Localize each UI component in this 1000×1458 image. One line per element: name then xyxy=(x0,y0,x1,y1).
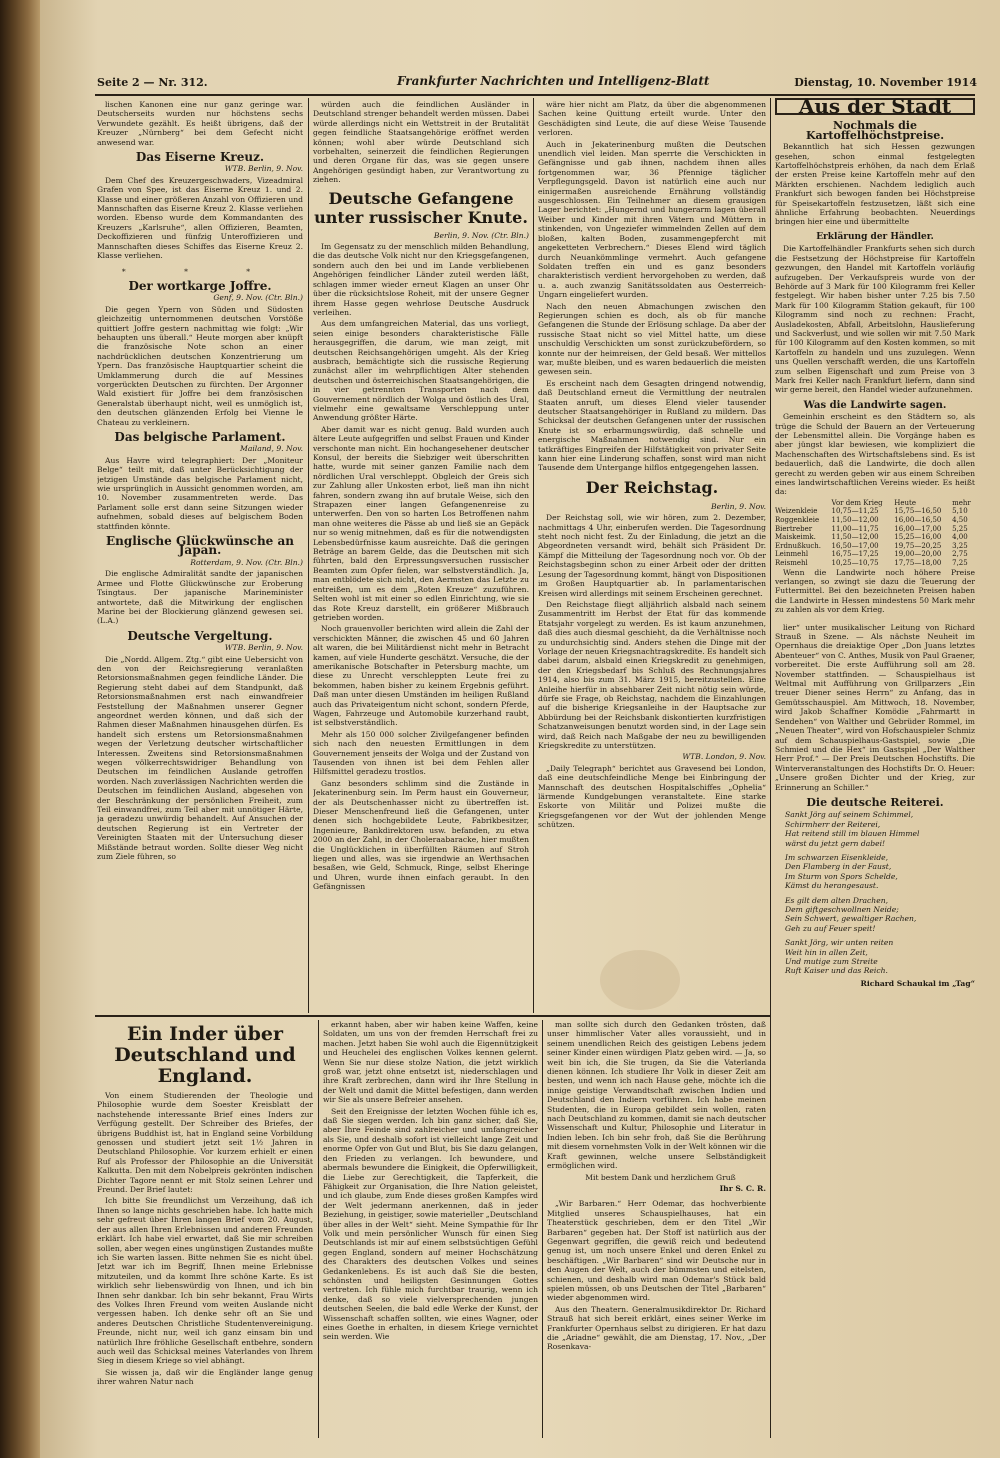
section-box-title: Aus der Stadt xyxy=(775,98,975,115)
masthead-title: Frankfurter Nachrichten und Intelligenz-Blatt xyxy=(397,74,710,88)
article-body: Noch grauenvoller berichten wird allein die Zahl der verschickten Männer, die zwischen 45 und 60 Jahren alt waren, die bei Militärdienst nicht mehr in Betracht kamen, auf viele Hunderte geschätzt. Versuche, die der amerikanische Botschafter in Petersburg machte, um diese zu Unrecht verschleppten Leute frei zu bekommen, haben bisher zu keinem Ergebnis geführt. Daß man unter diesen Umständen im heiligen Rußland auch das Privateigentum nicht schont, sondern Pferde, Wagen, Fahrzeuge und Automobile kurzerhand raubt, ist selbstverständlich. xyxy=(313,624,529,728)
table-cell: 11,00—11,75 xyxy=(831,524,879,533)
column-2 xyxy=(313,100,529,1012)
poem-line: Sankt Jörg, wir unten reiten xyxy=(785,938,894,948)
column-4 xyxy=(775,98,975,1438)
article-continuation: würden auch die feindlichen Ausländer in Deutschland strenger behandelt werden müssen. Dabei würde allerdings nicht ein Wettstreit in der Brutalität gegen feindliche Staatsangehörige eröffnet werden können; wohl aber würde Deutschland sich vorbehalten, seinerzeit die feindlichen Regierungen und deren Organe für das, was sie gegen unsere Angehörigen gesündigt haben, zur Verantwortung zu ziehen. xyxy=(313,100,529,185)
page-header xyxy=(97,74,977,96)
poem-line: Im schwarzen Eisenkleide, xyxy=(785,852,889,862)
article-body: Die englische Admiralität sandte der japanischen Armee und Flotte Glückwünsche zur Eroberung Tsingtaus. Der japanische Marineminister antwortete, daß die Mitwirkung der englischen Marine bei der Blockierung glänzend gewesen sei. (L.A.) xyxy=(97,569,303,626)
poem-line: Kämst du herangesaust. xyxy=(785,881,879,891)
poem-line: Weit hin in allen Zeit, xyxy=(785,947,868,957)
table-cell: 19,00—20,00 xyxy=(894,550,942,559)
letter-closing: Mit bestem Dank und herzlichem Gruß xyxy=(585,1172,736,1182)
poem-line: wärst du jetzt gern dabei! xyxy=(785,838,886,848)
table-row xyxy=(775,516,975,525)
feature-title: Ein Inder über Deutschland und England. xyxy=(114,1023,296,1087)
article-title: Englische Glückwünsche an Japan. xyxy=(105,534,294,558)
article-body: Aber damit war es nicht genug. Bald wurden auch ältere Leute aufgegriffen und selbst Frauen und Kinder verschonte man nicht. Ein hochangesehener deutscher Konsul, der bereits die Siebziger weit überschritten hatte, wurde mit seiner ganzen Familie nach dem nördlichen Ural verschleppt. Obgleich der Greis sich zur Zahlung aller Unkosten erbot, ließ man ihn nicht fahren, sondern zwang ihn auf brutale Weise, sich den Strapazen einer langen Gefangenenreise zu unterwerfen. Den von so harten Los Betroffenen nahm man ohne weiteres die Pässe ab und ließ sie an Gepäck nur so wenig mitnehmen, daß es für die notwendigsten Lebensbedürfnisse kaum ausreichte. Daß die geringen Beträge an barem Gelde, das die Deutschen mit sich führten, bald den Erpressungsversuchen russischer Beamten zum Opfer fielen, war selbstverständlich. Ja, man entblödete sich nicht, den Aermsten das Letzte zu entreißen, um es dem „Roten Kreuze“ zuzuführen. Selten wohl ist mit einer so edlen Einrichtung, wie sie das Rote Kreuz darstellt, ein größerer Mißbrauch getrieben worden. xyxy=(313,424,529,622)
column-rule xyxy=(533,98,534,1013)
bottom-column-3 xyxy=(547,1020,766,1438)
article-body: Den Reichstage fliegt alljährlich alsbald nach seinem Zusammentritt im Herbst der Etat für das kommende Etatsjahr vorgelegt zu werden. Es ist kaum anzunehmen, daß dies auch diesmal geschieht, da die Verhältnisse noch zu undurchsichtig sind. Anders stehen die Dinge mit der Vorlage der neuen Kriegsnachtragskredite. Es handelt sich dabei darum, alsbald einen Kriegskredit zu genehmigen, der den Kriegsbedarf bis Schluß des Rechnungsjahres 1914, also bis zum 31. März 1915, bereitzustellen. Eine Anleihe hierfür in absehbarer Zeit nicht nötig sein würde, dürfe sie Frage, ob Reichstag, nachdem die Einzahlungen auf die bisherige Kriegsanleihe in der Hauptsache zur Abbürdung bei der Reichsbank diskontierten kurzfristigen Schatzanweisungen benutzt worden sind, in der Lage sein wird, daß Reich nach Maßgabe der neu zu bewilligenden Kriegskredite zu unterstützen. xyxy=(538,599,766,750)
table-cell: Biertreber xyxy=(775,524,813,533)
article-body: Bekanntlich hat sich Hessen gezwungen gesehen, schon einmal festgelegten Kartoffelhöchstpreis erhöhen, da nach dem Erlaß der ersten Preise keine Kartoffeln mehr auf den Märkten erschienen. Nachdem lediglich auch Frankfurt sich bewogen fanden bei Höchstpreise für Speisekartoffeln festzusetzen, läßt sich eine ähnliche Erfahrung beobachten. Neuerdings bringen hier eine und übermittelte xyxy=(775,142,975,227)
article-dateline: Berlin, 9. Nov. (Ctr. Bln.) xyxy=(433,230,529,240)
article-title: Nochmals die Kartoffelhöchstpreise. xyxy=(805,119,945,142)
article-dateline: Mailand, 9. Nov. xyxy=(240,444,303,454)
poem-line: Sein Schwert, gewaltiger Rachen, xyxy=(785,914,917,924)
table-header-cell: mehr xyxy=(952,498,971,507)
article-title: Das Eiserne Kreuz. xyxy=(135,150,265,165)
table-cell: Roggenkleie xyxy=(775,516,820,525)
article-body: Im Gegensatz zu der menschlich milden Behandlung, die das deutsche Volk nicht nur den Kriegsgefangenen, sondern auch den bei und im Lande verbliebenen Angehörigen feindlicher Länder zuteil werden läßt, schlagen immer wieder erneut Klagen an unser Ohr über die rücksichtslose Roheit, mit der unsere Gegner ihrem Hasse gegen wehrlose Deutsche Ausdruck verleihen. xyxy=(313,242,529,317)
article-body: lier“ unter musikalischer Leitung von Richard Strauß in Szene. — Als nächste Neuheit im Opernhaus die dreiaktige Oper „Don Juans letztes Abenteuer“ von C. Anthes, Musik von Paul Graener, vorbereitet. Die erste Aufführung soll am 28. November stattfinden. — Schauspielhaus ist Weltmal mit Aufführung von Grillparzers „Ein treuer Diener seines Herrn“ zu Anfang, das in Gemütsschauspiel. Am Mittwoch, 18. November, wird Jakob Schaffner Komödie „Fahrmartt in Sendehen“ von Walther und Gebrüder Rommel, im „Neuen Theater“, wird von Hofschauspieler Schmiz auf dem Schauspielhaus-Gastspiel, sowie „Die Schmied und die Hex“ im Gastspiel „Der Walther Herr Prof.“ — Der Preis Deutschen Hochstifts. Die Winterveranstaltungen des Hochstifts Dr. O. Heuer: „Unsere großen Dichter und der Krieg, zur Erinnerung an Schiller.“ xyxy=(775,622,975,792)
table-cell: Leinmehl xyxy=(775,550,809,559)
article-body: Der Reichstag soll, wie wir hören, zum 2. Dezember, nachmittags 4 Uhr, einberufen werden. Die Tagesordnung steht noch nicht fest. Zu der Einladung, die jetzt an die Abgeordneten versandt wird, behält sich Präsident Dr. Kämpf die Mitteilung der Tagesordnung noch vor. Ob der Reichstagsbeginn schon zu einer Arbeit oder der dritten Lesung der Tagesordnung kommt, hängt von Dispositionen im Großen Hauptquartier ab. In parlamentarischen Kreisen wird allerdings mit seinem Erscheinen gerechnet. xyxy=(538,513,766,598)
article-body: Von einem Studierenden der Theologie und Philosophie wurde dem Soester Kreisblatt der nachstehende interessante Brief eines Inders zur Verfügung gestellt. Der Schreiber des Briefes, der übrigens Buddhist ist, hat in England seine Vorbildung genossen und studiert jetzt seit 1½ Jahren in Deutschland Philosophie. Vor kurzem erhielt er einen Ruf als Professor der Philosophie an die Universität Kalkutta. Den mit dem Nobelpreis gekrönten indischen Dichter Tagore nennt er mit Stolz seinen Lehrer und Freund. Der Brief lautet: xyxy=(97,1091,313,1195)
column-rule xyxy=(308,98,309,1013)
section-rule xyxy=(95,1015,770,1017)
article-body: „Daily Telegraph“ berichtet aus Gravesend bei London, daß eine deutschfeindliche Menge bei Einbringung der Mannschaft des deutschen Hospitalschiffes „Ophelia“ lärmende Kundgebungen veranstaltete. Eine starke Eskorte von Militär und Polizei mußte die Kriegsgefangenen vor der Wut der johlenden Menge schützen. xyxy=(538,763,766,830)
table-cell: 11,50—12,00 xyxy=(831,533,879,542)
article-dateline: WTB. London, 9. Nov. xyxy=(682,752,766,762)
article-dateline: Genf, 9. Nov. (Ctr. Bln.) xyxy=(213,293,303,303)
article-dateline: Rotterdam, 9. Nov. (Ctr. Bln.) xyxy=(190,557,303,567)
table-cell: 19,75—20,25 xyxy=(894,541,942,550)
poem-line: Den Flamberg in der Faust, xyxy=(785,862,892,872)
table-cell: 4,50 xyxy=(952,516,968,525)
poem-line: Geh zu auf Feuer speit! xyxy=(785,923,876,933)
table-cell: 3,25 xyxy=(952,541,968,550)
column-rule xyxy=(770,98,771,1438)
poem-title: Die deutsche Reiterei. xyxy=(806,795,944,809)
article-body: Aus den Theatern. Generalmusikdirektor Dr. Richard Strauß hat sich bereit erklärt, eines seiner Werke im Frankfurter Opernhaus selbst zu dirigieren. Er hat dazu die „Ariadne“ gewählt, die am Dienstag, 17. Nov., „Der Rosenkava- xyxy=(547,1304,766,1352)
table-header-cell: Vor dem Krieg xyxy=(831,498,883,507)
table-cell: 10,25—10,75 xyxy=(831,559,879,567)
section-divider: * * * xyxy=(121,266,279,276)
poem-line: Und mutige zum Streite xyxy=(785,957,878,967)
column-rule xyxy=(542,1020,543,1438)
article-body: Mehr als 150 000 solcher Zivilgefangener befinden sich nach den neuesten Ermittlungen in dem Gouvernement jenseits der Wolga und der Zustand von Tausenden von ihnen ist bei dem Fehlen aller Hilfsmittel geradezu trostlos. xyxy=(313,729,529,777)
article-continuation: wäre hier nicht am Platz, da über die abgenommenen Sachen keine Quittung erteilt wurde. Unter den Geschädigten sind Leute, die auf diese Weise Tausende verloren. xyxy=(538,100,766,138)
article-dateline: WTB. Berlin, 9. Nov. xyxy=(224,643,303,653)
article-continuation: lischen Kanonen eine nur ganz geringe war. Deutscherseits wurden nur höchstens sechs Verwundete gezählt. Es heißt übrigens, daß der Kreuzer „Nürnberg“ bei dem Gefecht nicht anwesend war. xyxy=(97,100,303,147)
table-cell: 15,75—16,50 xyxy=(894,507,942,516)
article-title: Das belgische Parlament. xyxy=(114,430,286,444)
table-cell: 10,75—11,25 xyxy=(831,507,879,516)
article-title: Der Reichstag. xyxy=(585,477,719,497)
poem-line: Ruft Kaiser und das Reich. xyxy=(785,966,888,976)
book-binding xyxy=(0,0,40,1458)
poem-author: Richard Schaukal im „Tag“ xyxy=(860,978,975,988)
bottom-column-2 xyxy=(323,1020,538,1438)
table-cell: Weizenkleie xyxy=(775,507,818,516)
article-title: Deutsche Vergeltung. xyxy=(127,628,273,643)
issue-date: Dienstag, 10. November 1914 xyxy=(794,76,977,89)
table-cell: Maiskeimk. xyxy=(775,533,816,542)
table-cell: 16,00—16,50 xyxy=(894,516,942,525)
table-row xyxy=(775,507,975,516)
table-header-cell xyxy=(775,499,832,508)
column-rule xyxy=(318,1020,319,1438)
table-header-row xyxy=(775,499,975,508)
article-body: „Wir Barbaren.“ Herr Odemar, das hochverbiente Mitglied unseres Schauspielhauses, hat ein Theaterstück geschrieben, dem er den Titel „Wir Barbaren“ gegeben hat. Der Stoff ist natürlich aus der Gegenwart gegriffen, die gewiß reich und bedeutend genug ist, um noch unsere Enkel und deren Enkel zu beschäftigen. „Wir Barbaren“ sind wir Deutsche nur in den Augen der Welt, auch der bümmsten und eitelsten, schienen, und deshalb wird man Odemar's Stück bald spielen müssen, ob uns Deutschen der Titel „Barbaren“ wieder abgenommen wird. xyxy=(547,1199,766,1303)
poem-line: Hat reitend still im blauen Himmel xyxy=(785,829,920,839)
article-title: Deutsche Gefangene unter russischer Knute. xyxy=(314,188,528,227)
article-body: Ganz besonders schlimm sind die Zustände in Jekaterinenburg sein. Im Perm haust ein Gouverneur, der als Deutschenhasser nicht zu übertreffen ist. Dieser Menschenfreund ließ die Gefangenen, unter denen sich hochgebildete Leute, Fabrikbesitzer, Ingenieure, Bankdirektoren usw. befanden, zu etwa 2000 an der Zahl, in der Choleraabaracke, hier mußten die Unglücklichen in überfüllten Räumen auf Stroh liegen und alles, was sie irgendwie an Werthsachen besaßen, wie Geld, Schmuck, Ringe, selbst Eheringe und Uhren, wurde ihnen einfach geraubt. In den Gefängnissen xyxy=(313,778,529,892)
article-title: Was die Landwirte sagen. xyxy=(803,399,947,411)
poem-line: Es gilt dem alten Drachen, xyxy=(785,895,889,905)
article-body: Aus dem umfangreichen Material, das uns vorliegt, seien einige besonders charakteristische Fälle herausgegriffen, die darum, wie man zeigt, mit deutschen Reichsangehörigen umgeht. Als der Krieg ausbrach, bemächtigte sich die russische Regierung zunächst aller im wehrpflichtigen Alter stehenden deutschen und österreichischen Staatsangehörigen, die in vier getrennten Transporten nach dem Gouvernement nördlich der Wolga und östlich des Ural, vielmehr eine gewaltsame Verschleppung unter Anwendung größter Härte. xyxy=(313,319,529,423)
table-row xyxy=(775,525,975,534)
poem-line: Schirmherr der Reiterei, xyxy=(785,819,881,829)
table-cell: 16,75—17,25 xyxy=(831,550,879,559)
column-3 xyxy=(538,100,766,1012)
article-body: Es erscheint nach dem Gesagten dringend notwendig, daß Deutschland erneut die Vermittlung der neutralen Staaten anruft, um dieses Elend vieler tausender deutscher Staatsangehöriger in Rußland zu mildern. Das Schicksal der deutschen Gefangenen unter der russischen Knute ist so erbarmungswürdig, daß schnelle und energische Maßnahmen notwendig sind. Nur ein tatkräftiges Eingreifen der Hilfstätigkeit von privater Seite kann hier eine Linderung schaffen, sonst wird man nicht Tausende dem Untergange hilflos entgegengehen lassen. xyxy=(538,378,766,473)
bottom-column-1 xyxy=(97,1020,313,1438)
poem-line: Im Sturm von Spors Schelde, xyxy=(785,871,898,881)
article-subtitle: Erklärung der Händler. xyxy=(816,231,934,242)
table-cell: 16,00—17,00 xyxy=(894,524,942,533)
article-body: man sollte sich durch den Gedanken trösten, daß unser himmlischer Vater alles voraussieht, und in seinem unendlichen Reich des geistigen Lebens jedem seiner Kinder einen würdigen Platz geben wird. — Ja, so weit bin ich, die Sie trugen, da Sie die Vaterlanda dienen können. Ich studiere Ihr Volk in dieser Zeit am besten, und wenn ich nach Hause gehe, möchte ich die innige geistige Verwandtschaft zwischen Indien und Deutschland den Indiern vorführen. Ich habe meinen Studenten, die in Europa gebildet sein wollen, raten nach Deutschland zu kommen, damit sie nach deutscher Wissenschaft und Kultur, Philosophie und Literatur in Indien leben. Ich bin sehr froh, daß Sie die Berührung mit diesem vornehmsten Volk in der Welt können wir die Kraft gewinnen, welche unsere Selbständigkeit ermöglichen wird. xyxy=(547,1020,766,1171)
table-cell: 7,25 xyxy=(952,559,968,567)
table-row xyxy=(775,542,975,551)
article-body: Ich bitte Sie freundlichst um Verzeihung, daß ich Ihnen so lange nichts geschrieben habe. Ich hatte mich sehr gefreut über Ihren langen Brief vom 20. August, der aus allen Ihren Erlebnissen und anderen Freunden erklärt. Ich habe viel erwartet, daß Sie mir schreiben sollen, aber wegen eines ungünstigen Zustandes mußte ich Sie warten lassen. Bitte nehmen Sie es nicht übel. Jetzt war ich im Begriff, Ihnen meine Erlebnisse mitzuteilen, und da kommt Ihre schöne Karte. Es ist wirklich sehr liebenswürdig von Ihnen, und ich bin Ihnen sehr dankbar. Ich bin sehr bekannt, Frau Wirts des Volkes Ihren Freund vom weiten Auslande nicht vergessen haben. Ich denke sehr oft an Sie und anderes Deutschen Christliche Studentenvereinigung. Freunde, nicht nur, weil ich ganz einsam bin und natürlich Ihre fröhliche Gesellschaft entbehre, sondern auch weil das Schicksal meines Vaterlandes von Ihrem Sieg in diesem Kriege so viel abhängt. xyxy=(97,1196,313,1366)
article-body: Dem Chef des Kreuzergeschwaders, Vizeadmiral Grafen von Spee, ist das Eiserne Kreuz 1. und 2. Klasse und einer größeren Anzahl von Offizieren und Mannschaften das Eiserne Kreuz 2. Klasse verliehen worden. Ebenso wurde dem Kommandanten des Kreuzers „Karlsruhe“, allen Offizieren, Beamten, Deckoffizieren und fünfzig Unteroffizieren und Mannschaften dieses Schiffes das Eiserne Kreuz 2. Klasse verliehen. xyxy=(97,175,303,261)
article-body: Gemeinhin erscheint es den Städtern so, als trüge die Schuld der Bauern an der Verteuerung der Lebensmittel allein. Die Vorgänge haben es aber jüngst klar bewiesen, wie kompliziert die Machenschaften des Wirtschaftslebens sind. Es ist bedauerlich, daß die Landwirte, die doch allen gerecht zu werden geben wir aus einem Schreiben eines landwirtschaftlichen Vereins wieder. Es heißt da: xyxy=(775,412,975,497)
article-title: Der wortkarge Joffre. xyxy=(128,278,272,293)
article-body: Auch in Jekaterinenburg mußten die Deutschen unendlich viel leiden. Man sperrte die Verschickten in Gefängnisse und gab ihnen, nachdem ihnen alles fortgenommen war, 36 Pfennige täglicher Verpflegungsgeld. Davon ist natürlich eine auch nur einigermaßen ausreichende Ernährung vollständig ausgeschlossen. Ein Teilnehmer an diesem grausigen Lager berichtet: „Hungernd und hungerarm lagen überall Weiber und Kinder mit ihren Vätern und Müttern in stinkenden, von Ungeziefer wimmelnden Zellen auf dem bloßen, kalten Boden, zusammengepfercht mit angeketteten Verbrechern.“ Dieses Elend wird täglich durch Neuankömmlinge vermehrt. Auch gefangene Soldaten treffen ein und es ganz besonders charakteristisch verdient hervorgehoben zu werden, daß u. a. auch zwanzig Sanitätssoldaten aus Oesterreich-Ungarn eingeliefert wurden. xyxy=(538,139,766,300)
table-cell: 16,50—17,00 xyxy=(831,541,879,550)
article-body: Sie wissen ja, daß wir die Engländer lange genug ihrer wahren Natur nach xyxy=(97,1367,313,1387)
article-body: erkannt haben, aber wir haben keine Waffen, keine Soldaten, um uns von der fremden Herrschaft frei zu machen. Jetzt haben Sie wohl auch die Eigennützigkeit und Heuchelei des englischen Volkes kennen gelernt. Wenn Sie nur diese stolze Nation, die jetzt wirklich groß war, jetzt ohne entsetzt ist, niederschlagen und ihre Kraft zerbrechen, dann wird ihr Ihre Stellung in der Welt und damit die Mittel befestigen, dann werden wir Sie als unsere Befreier ansehen. xyxy=(323,1020,538,1105)
table-cell: Reismehl xyxy=(775,559,808,567)
table-row xyxy=(775,533,975,542)
article-body: Die „Nordd. Allgem. Ztg.“ gibt eine Uebersicht von den von der Reichsregierung veranlaßten Retorsionsmaßnahmen gegen feindliche Länder. Die Regierung steht dabei auf dem Standpunkt, daß Retorsionsmaßnahmen erst nach einwandfreier Feststellung der Maßnahmen unserer Gegner angeordnet werden können, und daß sich der Rahmen dieser Maßnahmen hinausgehen dürfen. Es handelt sich erstens um Retorsionsmaßnahmen wegen der Verletzung deutscher wirtschaftlicher Interessen. Zweitens sind Retorsionsmaßnahmen wegen völkerrechtswidriger Behandlung von Deutschen im feindlichen Auslande getroffen worden. Nach zuverlässigen Nachrichten werden die Deutschen im feindlichen Ausland, abgesehen von der Beschränkung der persönlichen Freiheit, zum Teil einwandfrei, zum Teil aber mit unnötiger Härte, ja geradezu unwürdig behandelt. Auf Ansuchen der deutschen Regierung ist ein Vertreter der Vereinigten Staaten mit der Untersuchung dieser Mißstände betraut worden. Sollte dieser Weg nicht zum Ziele führen, so xyxy=(97,654,303,862)
table-cell: 5,10 xyxy=(952,507,968,516)
article-body: Wenn die Landwirte noch höhere Preise verlangen, so zwingt sie dazu die Teuerung der Futtermittel. Bei den bezeichneten Preisen haben die Landwirte in Hessen mindestens 50 Mark mehr zu zahlen als vor dem Krieg. xyxy=(775,567,975,615)
header-rule xyxy=(95,94,975,96)
table-header-cell: Heute xyxy=(894,498,917,507)
table-cell: 4,00 xyxy=(952,533,968,542)
table-cell: Erdnußkuch. xyxy=(775,541,822,550)
article-body: Aus Havre wird telegraphiert: Der „Moniteur Belge“ teilt mit, daß unter Berücksichtigung der jetzigen Umstände das belgische Parlament nicht, wie ursprünglich in Aussicht genommen worden, am 10. November zusammentreten werde. Das Parlament solle erst dann seine Sitzungen wieder aufnehmen, sobald dieses auf belgischem Boden stattfinden könnte. xyxy=(97,455,303,531)
article-body: Die gegen Ypern von Süden und Südosten gleichzeitig unternommenen deutschen Vorstöße quittiert Joffre gestern nachmittag wie folgt: „Wir behaupten uns überall.“ Heute morgen aber knüpft die französische Note schon an einer nachdrücklichen deutschen Konzentrierung um Ypern. Das französische Hauptquartier scheint die Umklammerung durch die auf Messines vorgerückten Deutschen zu fürchten. Der Argonner Wald existiert für Joffre bei dem französischen Generalstab überhaupt nicht, weil es unmöglich ist, den deutschen glänzenden Erfolg bei Vienne le Chateau zu verkleinern. xyxy=(97,304,303,427)
table-cell: 2,75 xyxy=(952,550,968,559)
table-cell: 17,75—18,00 xyxy=(894,559,942,567)
article-body: Die Kartoffelhändler Frankfurts sehen sich durch die Festsetzung der Höchstpreise für Kartoffeln gezwungen, den Handel mit Kartoffeln vorläufig aufzugeben. Der Verkaufspreis wurde von der Behörde auf 3 Mark für 100 Kilogramm frei Keller festgelegt. Wir haben bisher unter 7.25 bis 7.50 Mark für 100 Kilogramm Station gekauft, für 100 Kilogramm sind noch zu rechnen: Fracht, Ausladekosten, Abfall, Arbeitslohn, Hauslieferung und Sackverlust, und wie sollen wir mit 7.50 Mark für 100 Kilogramm auf den Kosten kommen, so mit Kartoffeln zu handeln und uns zuzulegen. Wenn uns Quellen verschafft werden, die uns Kartoffeln zum selben Eigenschaft und zum Preise von 3 Mark frei Keller nach Frankfurt liefern, dann sind wir gerne bereit, den Handel wieder aufzunehmen. xyxy=(775,244,975,395)
poem-line: Sankt Jörg auf seinem Schimmel, xyxy=(785,810,914,820)
article-body: Seit den Ereignisse der letzten Wochen fühle ich es, daß Sie siegen werden. Ich bin ganz sicher, daß Sie, aber Ihre Feinde sind zahlreicher und umfangreicher als Sie, und deshalb sofort ist vielleicht lange Zeit und enorme Opfer von Gut und Blut, bis Sie dazu gelangen, den Frieden zu verlangen. Ich bewundere, und abermals bewundere die Einigkeit, die Opferwilligkeit, die Liebe zur Gerechtigkeit, die Tapferkeit, die Fähigkeit zur Organisation, die Ihre Nation geleistet, und ich glaube, zum Ende dieses großen Kampfes wird der Welt jedermann anerkennen, daß in jeder Beziehung, in geistiger, sowie materieller „Deutschland über alles in der Welt“ sieht. Meine Sympathie für Ihr Volk und mein persönlicher Wunsch für einen Sieg Deutschlands ist mir auf einem selbstsüchtigen Gefühl gegen England, sondern auf meiner Hochschätzung des Charakters des deutschen Volkes und seines Gedankenlebens. Es ist auch daß Sie die besten, schönsten und heiligsten Gesinnungen Gottes vertreten. Ich fühle mich furchtbar traurig, wenn ich denke, daß so viele vielversprechenden jungen deutschen Seelen, die bald edle Werke der Kunst, der Wissenschaft schaffen sollten, wie eines Wagner, oder eines Goethe in erhalten, in diesem Kriege vernichtet sein werden. Wie xyxy=(323,1106,538,1342)
market-price-table xyxy=(775,499,975,568)
page-number: Seite 2 — Nr. 312. xyxy=(97,76,208,89)
table-cell: 15,25—16,00 xyxy=(894,533,942,542)
table-cell: 11,50—12,00 xyxy=(831,516,879,525)
table-row xyxy=(775,550,975,559)
column-1 xyxy=(97,100,303,1012)
poem-line: Dem giftgeschwollnen Neide; xyxy=(785,905,899,914)
article-dateline: Berlin, 9. Nov. xyxy=(711,501,766,511)
table-cell: 5,25 xyxy=(952,524,968,533)
letter-signature: Ihr S. C. R. xyxy=(719,1183,766,1193)
article-dateline: WTB. Berlin, 9. Nov. xyxy=(224,164,303,174)
table-row xyxy=(775,559,975,568)
poem xyxy=(785,810,975,976)
article-body: Nach den neuen Abmachungen zwischen den Regierungen schien es doch, als ob für manche Gefangenen die Stunde der Erlösung schlage. Da aber der russische Staat nicht so viel Mittel hatte, um diese unschuldig Verschickten um sonst zurückzubefördern, so konnte nur der heimreisen, der Geld besaß. Wer mittellos war, mußte bleiben, und es waren bedauerlich die meisten gewesen sein. xyxy=(538,301,766,377)
